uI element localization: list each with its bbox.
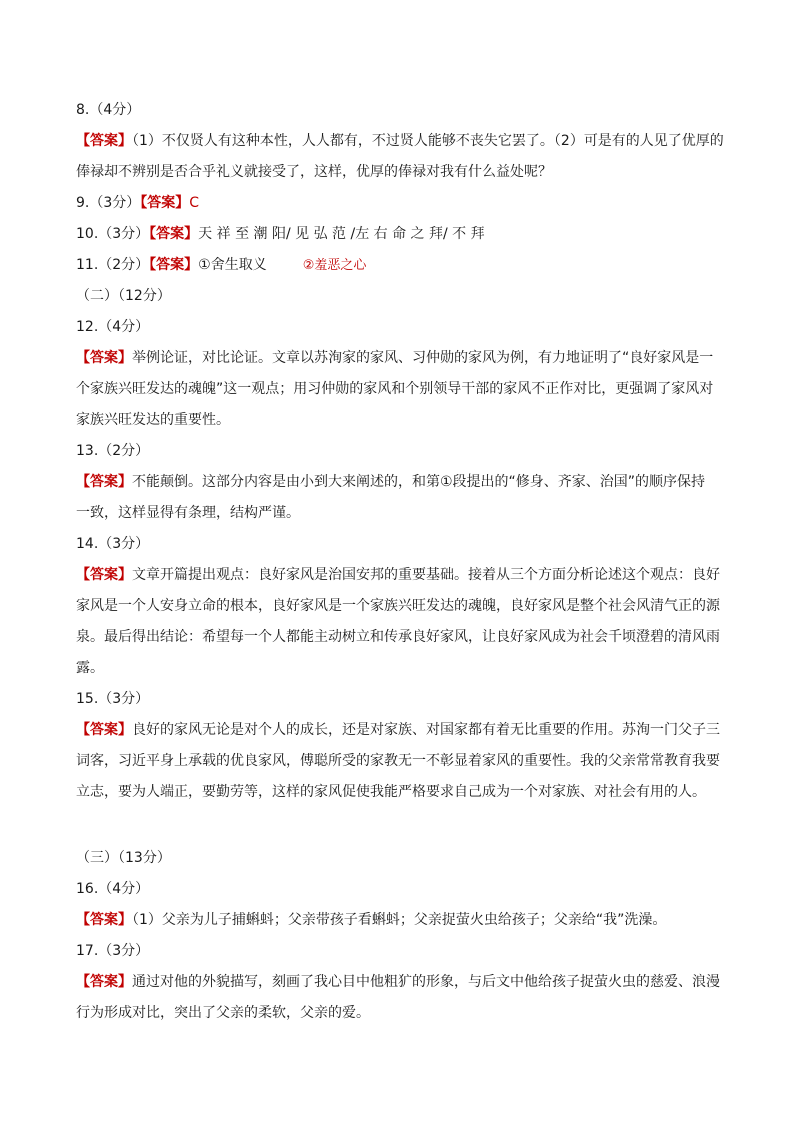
q16-answer-text-1: （1）父亲为儿子捕蝌蚪；父亲带孩子看蝌蚪；父亲捉萤火虫给孩子；父亲给“我”洗澡。 xyxy=(132,912,667,928)
answer-tag: 【答案】 xyxy=(149,226,199,242)
answer-tag: 【答案】 xyxy=(140,195,190,211)
q12-answer-line-1 xyxy=(76,348,726,368)
answer-tag: 【答案】 xyxy=(149,257,199,273)
q16-answer-line-1 xyxy=(76,910,726,930)
q11-answer-2: ②羞恶之心 xyxy=(302,258,367,273)
q13-heading: 13.（2分） xyxy=(76,443,150,459)
q13-answer-line-2: 一致，这样显得有条理，结构严谨。 xyxy=(76,505,300,521)
q15-answer-line-2: 词客，习近平身上承载的优良家风，傅聪所受的家教无一不彰显着家风的重要性。我的父亲常常教育我要 xyxy=(76,753,720,769)
q14-answer-line-4: 露。 xyxy=(76,660,104,676)
q8-answer-line-1 xyxy=(76,131,726,151)
q14-answer-text-1: 文章开篇提出观点：良好家风是治国安邦的重要基础。接着从三个方面分析论述这个观点：良好 xyxy=(132,567,720,583)
q13-answer-line-1 xyxy=(76,472,726,492)
q11-heading: 11.（2分） xyxy=(76,257,150,273)
q16-heading: 16.（4分） xyxy=(76,881,150,897)
q9-line xyxy=(76,193,726,213)
q11-answer-1: ①舍生取义 xyxy=(198,257,267,273)
q10-heading: 10.（3分） xyxy=(76,226,150,242)
q12-answer-line-3: 家族兴旺发达的重要性。 xyxy=(76,412,230,428)
q17-answer-line-2: 行为形成对比，突出了父亲的柔软，父亲的爱。 xyxy=(76,1005,370,1021)
q15-answer-line-1 xyxy=(76,720,726,740)
q8-heading: 8.（4分） xyxy=(76,102,141,118)
q14-heading: 14.（3分） xyxy=(76,536,150,552)
q14-answer-line-3: 泉。最后得出结论：希望每一个人都能主动树立和传承良好家风，让良好家风成为社会千顷澄碧的清风雨 xyxy=(76,629,720,645)
q17-answer-text-1: 通过对他的外貌描写，刻画了我心目中他粗犷的形象，与后文中他给孩子捉萤火虫的慈爱、浪漫 xyxy=(132,974,720,990)
q9-answer: C xyxy=(189,195,200,211)
q10-answer: 天 祥 至 潮 阳/ 见 弘 范 /左 右 命 之 拜/ 不 拜 xyxy=(198,226,485,242)
q17-heading: 17.（3分） xyxy=(76,943,150,959)
answer-tag: 【答案】 xyxy=(76,474,132,490)
q12-answer-line-2: 个家族兴旺发达的魂魄”这一观点；用习仲勋的家风和个别领导干部的家风不正作对比，更强调了家风对 xyxy=(76,381,714,397)
q13-answer-text-1: 不能颠倒。这部分内容是由小到大来阐述的，和第①段提出的“修身、齐家、治国”的顺序保持 xyxy=(132,474,706,490)
answer-tag: 【答案】 xyxy=(76,567,132,583)
answer-tag: 【答案】 xyxy=(76,722,132,738)
q15-heading: 15.（3分） xyxy=(76,691,150,707)
q14-answer-line-1 xyxy=(76,565,726,585)
q8-answer-line-2: 俸禄却不辨别是否合乎礼义就接受了，这样，优厚的俸禄对我有什么益处呢？ xyxy=(76,164,552,180)
q17-answer-line-1 xyxy=(76,972,726,992)
q14-answer-line-2: 家风是一个人安身立命的根本，良好家风是一个家族兴旺发达的魂魄，良好家风是整个社会风清气正的源 xyxy=(76,598,720,614)
q15-answer-text-1: 良好的家风无论是对个人的成长，还是对家族、对国家都有着无比重要的作用。苏洵一门父子三 xyxy=(132,722,720,738)
q9-heading: 9.（3分） xyxy=(76,195,141,211)
q12-heading: 12.（4分） xyxy=(76,319,150,335)
answer-tag: 【答案】 xyxy=(76,350,132,366)
answer-tag: 【答案】 xyxy=(76,912,132,928)
section-3-heading: （三）（13分） xyxy=(76,850,171,866)
section-2-heading: （二）（12分） xyxy=(76,288,171,304)
q8-answer-text-1: （1）不仅贤人有这种本性，人人都有，不过贤人能够不丧失它罢了。（2）可是有的人见了优厚的 xyxy=(132,133,724,149)
q11-line xyxy=(76,255,726,276)
q10-line xyxy=(76,224,726,244)
answer-tag: 【答案】 xyxy=(76,974,132,990)
q12-answer-text-1: 举例论证，对比论证。文章以苏洵家的家风、习仲勋的家风为例，有力地证明了“良好家风是一 xyxy=(132,350,714,366)
answer-tag: 【答案】 xyxy=(76,133,132,149)
q15-answer-line-3: 立志，要为人端正，要勤劳等，这样的家风促使我能严格要求自己成为一个对家族、对社会有用的人。 xyxy=(76,784,706,800)
